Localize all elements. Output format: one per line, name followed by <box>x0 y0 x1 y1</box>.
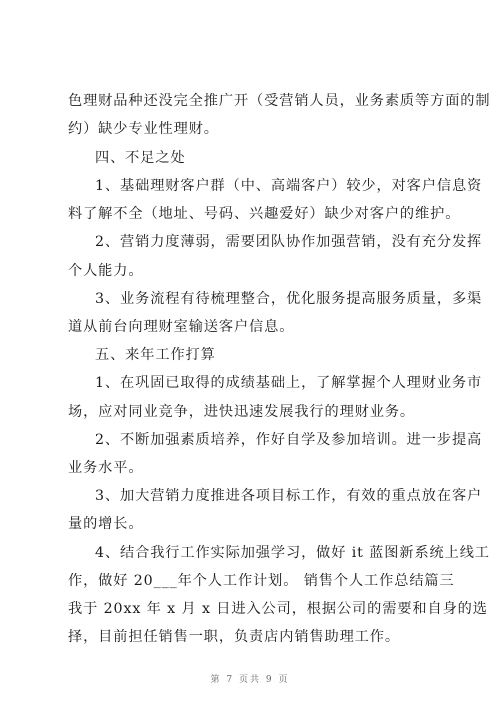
section-heading: 五、来年工作打算 <box>95 347 216 363</box>
body-line: 料了解不全（地址、号码、兴趣爱好）缺少对客户的维护。 <box>68 206 461 222</box>
section-heading: 四、不足之处 <box>95 150 186 166</box>
body-line: 量的增长。 <box>68 516 144 532</box>
body-line: 3、加大营销力度推进各项目标工作，有效的重点放在客户 <box>95 488 483 504</box>
body-line: 3、业务流程有待梳理整合，优化服务提高服务质量，多渠 <box>95 291 483 307</box>
body-line: 我于 20xx 年 x 月 x 日进入公司，根据公司的需要和自身的选 <box>68 601 488 617</box>
body-line: 业务水平。 <box>68 460 144 476</box>
body-line: 1、在巩固已取得的成绩基础上，了解掌握个人理财业务市 <box>95 375 483 391</box>
body-line: 场，应对同业竞争，进快迅速发展我行的理财业务。 <box>68 404 416 420</box>
body-line: 个人能力。 <box>68 263 144 279</box>
body-line: 4、结合我行工作实际加强学习，做好 it 蓝图新系统上线工 <box>95 545 490 561</box>
body-line: 约）缺少专业性理财。 <box>68 121 219 137</box>
body-line: 道从前台向理财室输送客户信息。 <box>68 319 295 335</box>
body-line: 1、基础理财客户群（中、高端客户）较少，对客户信息资 <box>95 178 483 194</box>
body-line: 择，目前担任销售一职，负责店内销售助理工作。 <box>68 629 400 645</box>
body-line: 色理财品种还没完全推广开（受营销人员，业务素质等方面的制 <box>68 93 491 109</box>
page-number-footer: 第 7 页共 9 页 <box>210 675 290 685</box>
body-line: 2、营销力度薄弱，需要团队协作加强营销，没有充分发挥 <box>95 234 483 250</box>
body-line: 2、不断加强素质培养，作好自学及参加培训。进一步提高 <box>95 432 483 448</box>
body-line: 作，做好 20___年个人工作计划。 销售个人工作总结篇三 <box>68 573 455 589</box>
